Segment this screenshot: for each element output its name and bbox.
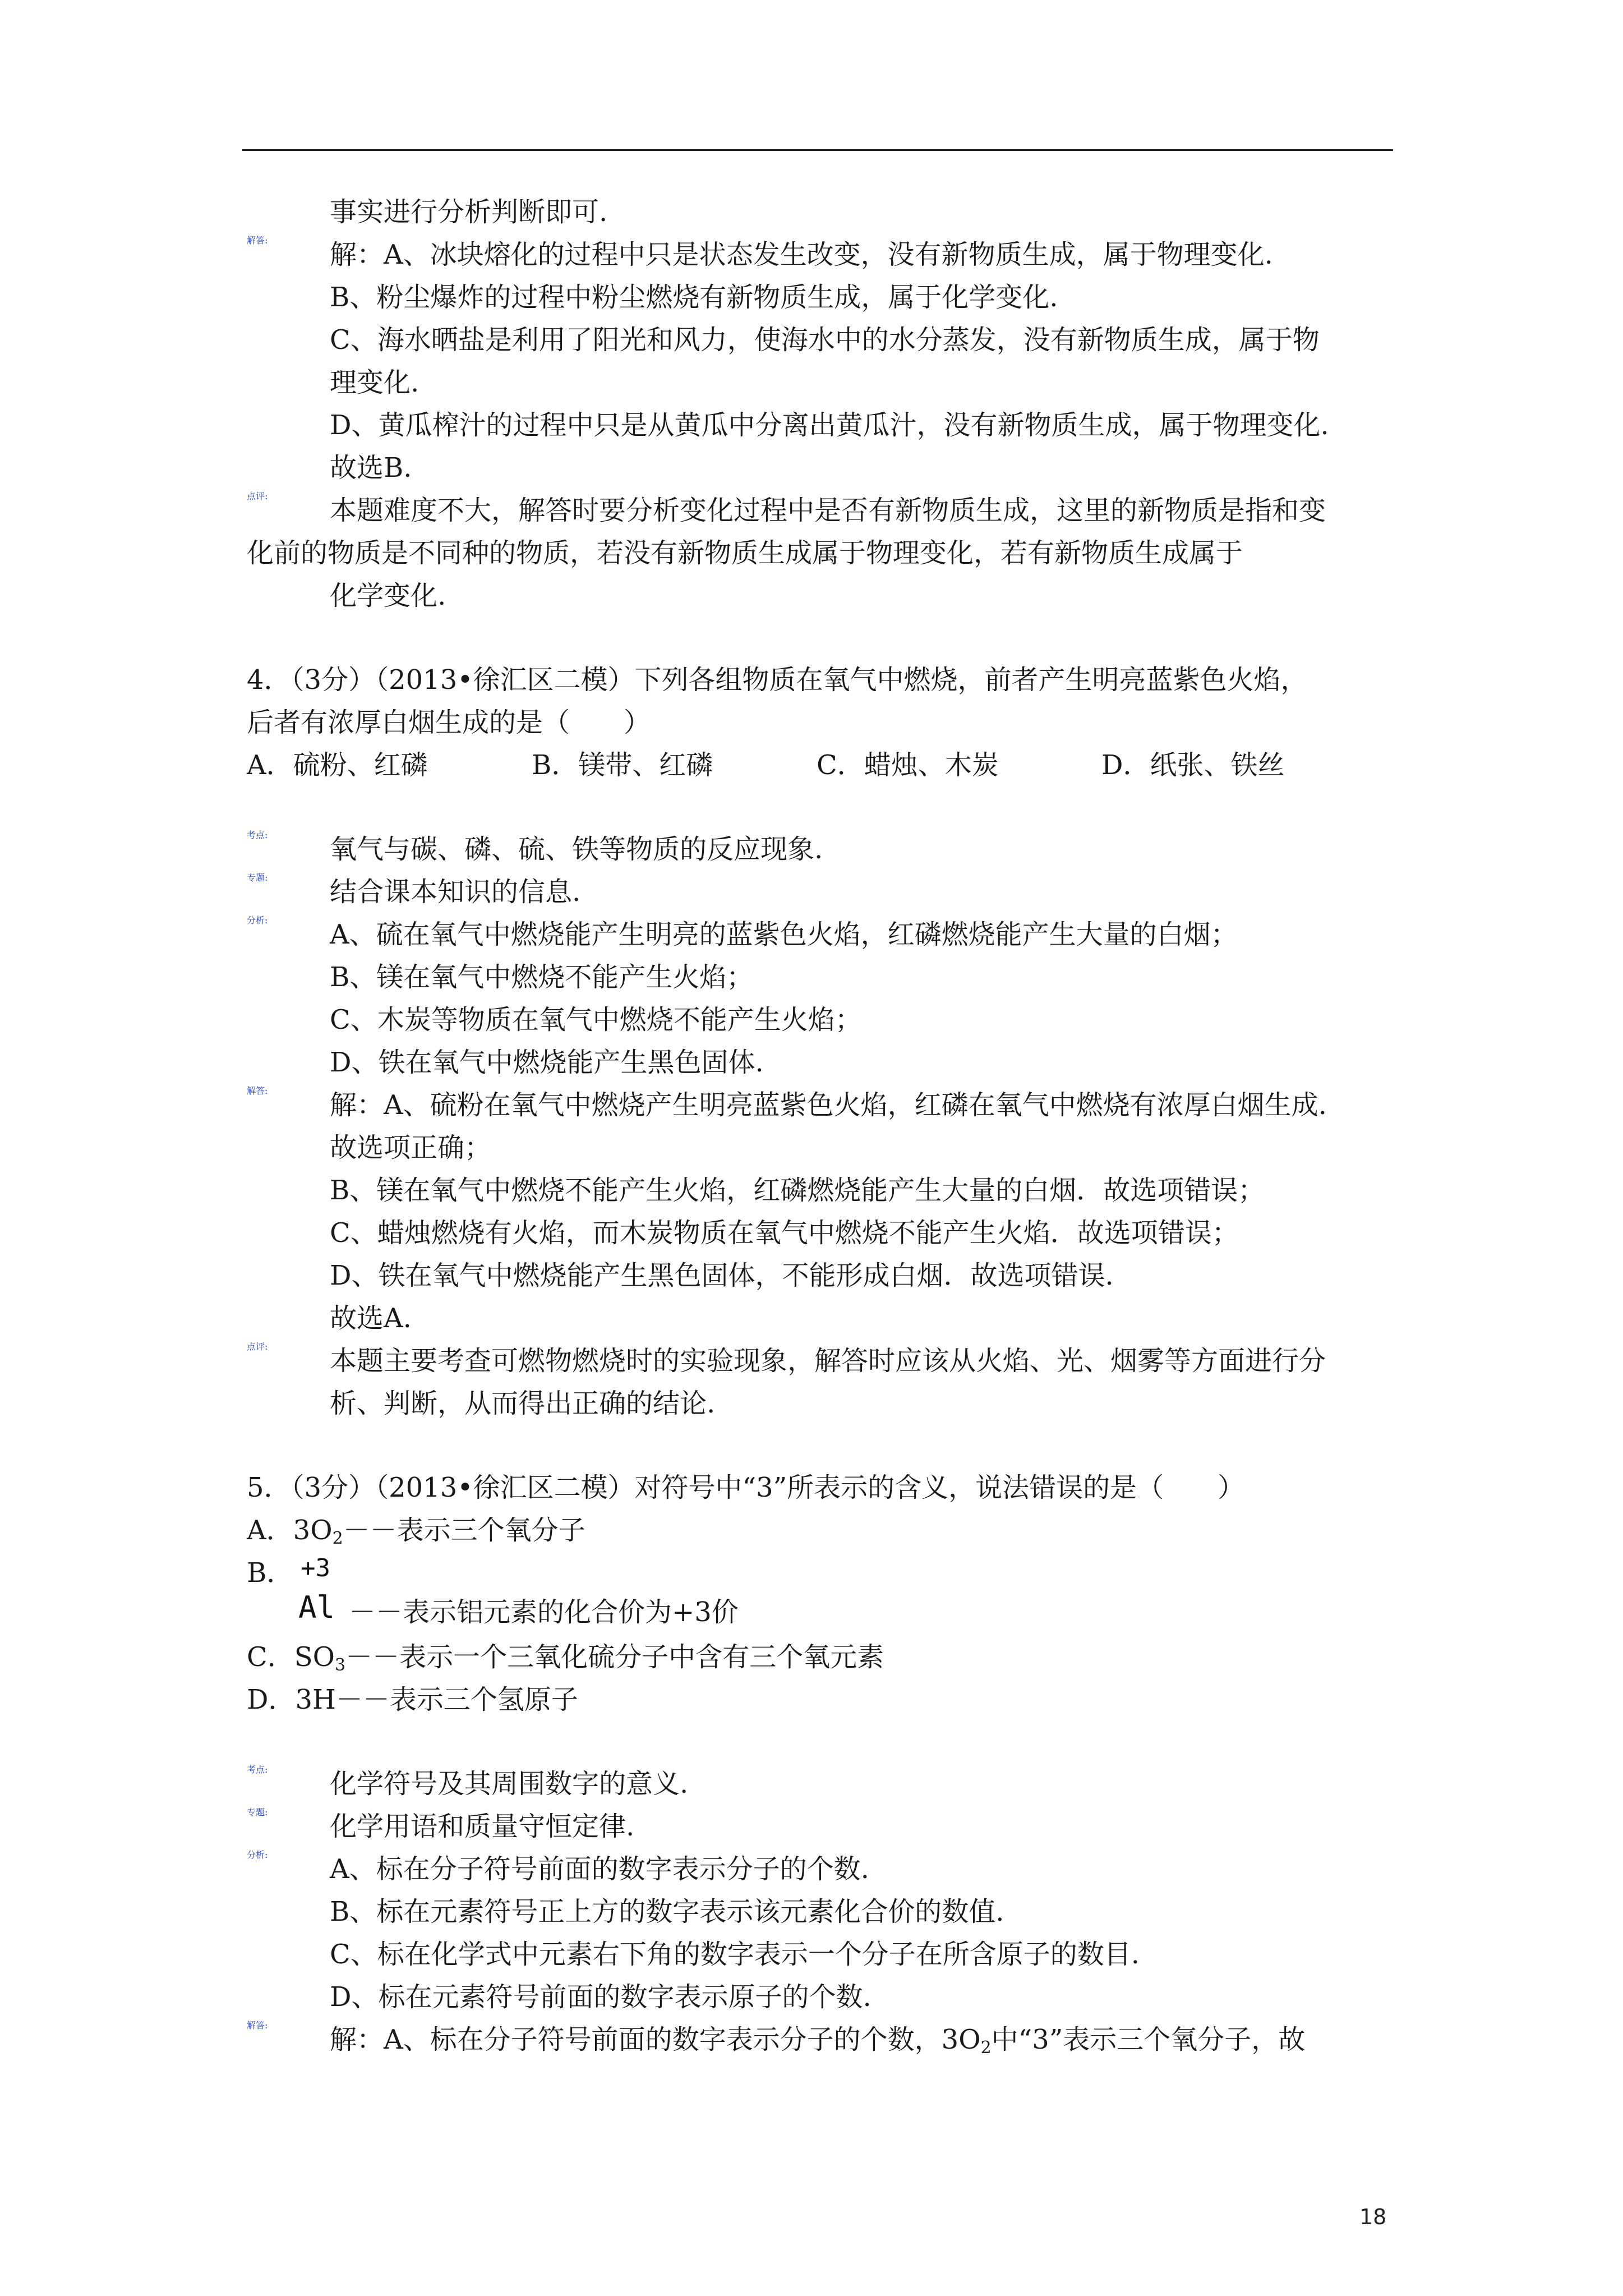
q4-comment-block xyxy=(247,1340,1396,1425)
q5-analysis-block xyxy=(247,1848,1396,2018)
text-line: D、标在元素符号前面的数字表示原子的个数. xyxy=(330,1981,872,2013)
text-line: 化学符号及其周围数字的意义. xyxy=(330,1768,689,1800)
q4-analysis-block xyxy=(247,913,1396,1084)
answer-label: 解答: xyxy=(247,2020,268,2031)
header-rule xyxy=(242,149,1393,151)
option-letter: B． xyxy=(247,1557,294,1589)
option-a: A．硫粉、红磷 xyxy=(247,749,428,781)
q3-comment-block xyxy=(247,489,1396,532)
text-line: B、镁在氧气中燃烧不能产生火焰，红磷燃烧能产生大量的白烟．故选项错误； xyxy=(330,1175,1265,1206)
formula-prefix: A．3O xyxy=(247,1515,333,1546)
page-content xyxy=(247,191,1396,2061)
text-line: D、黄瓜榨汁的过程中只是从黄瓜中分离出黄瓜汁，没有新物质生成，属于物理变化. xyxy=(330,409,1329,441)
q5-zhuanti-block xyxy=(247,1805,1396,1848)
text-line: 析、判断，从而得出正确的结论. xyxy=(330,1388,716,1419)
page-number: 18 xyxy=(1359,2205,1387,2229)
zhuanti-label: 专题: xyxy=(247,872,268,883)
text-line: A、硫在氧气中燃烧能产生明亮的蓝紫色火焰，红磷燃烧能产生大量的白烟； xyxy=(330,919,1238,950)
option-d: D．纸张、铁丝 xyxy=(1101,749,1285,781)
text-line: 理变化. xyxy=(330,367,419,398)
kaodian-label: 考点: xyxy=(247,1764,268,1775)
question-4-stem: 后者有浓厚白烟生成的是（ ） xyxy=(247,707,651,738)
text-line: C、蜡烛燃烧有火焰，而木炭物质在氧气中燃烧不能产生火焰．故选项错误； xyxy=(330,1217,1239,1249)
element-symbol: Al xyxy=(298,1590,335,1625)
q5-answer-block xyxy=(247,2018,1396,2061)
text-line: 氧气与碳、磷、硫、铁等物质的反应现象. xyxy=(330,834,823,865)
q5-kaodian-block xyxy=(247,1763,1396,1805)
q4-kaodian-block xyxy=(247,828,1396,871)
text-line: B、标在元素符号正上方的数字表示该元素化合价的数值. xyxy=(330,1896,1004,1927)
text-line: 故选项正确； xyxy=(330,1132,492,1163)
option-b: B．镁带、红磷 xyxy=(532,749,713,781)
option-text: －－表示一个三氧化硫分子中含有三个氧元素 xyxy=(345,1641,884,1673)
text-line: D、铁在氧气中燃烧能产生黑色固体，不能形成白烟．故选项错误. xyxy=(330,1260,1114,1291)
text-line: 化学变化. xyxy=(330,580,446,611)
text-line: 本题难度不大，解答时要分析变化过程中是否有新物质生成，这里的新物质是指和变 xyxy=(330,495,1326,526)
formula-subscript: 3 xyxy=(334,1655,346,1675)
analysis-label: 分析: xyxy=(247,915,268,926)
comment-label: 点评: xyxy=(247,491,268,501)
valence-symbol xyxy=(297,1552,348,1636)
text-line: A、标在分子符号前面的数字表示分子的个数. xyxy=(330,1853,869,1885)
text-line: C、海水晒盐是利用了阳光和风力，使海水中的水分蒸发，没有新物质生成，属于物 xyxy=(330,324,1320,356)
q4-answer-block xyxy=(247,1084,1396,1340)
question-5-stem: 5．（3分）（2013•徐汇区二模）对符号中“3”所表示的含义，说法错误的是（ ） xyxy=(247,1472,1245,1503)
option-text: －－表示铝元素的化合价为+3价 xyxy=(349,1596,739,1628)
text-line: C、木炭等物质在氧气中燃烧不能产生火焰； xyxy=(330,1004,862,1036)
answer-label: 解答: xyxy=(247,235,268,246)
text-line: 化学用语和质量守恒定律. xyxy=(330,1811,635,1842)
valence-charge: +3 xyxy=(301,1554,330,1582)
answer-text: 中“3”表示三个氧分子，故 xyxy=(991,2024,1306,2055)
text-line: 故选B. xyxy=(330,452,412,484)
kaodian-label: 考点: xyxy=(247,830,268,840)
formula-subscript: 2 xyxy=(980,2038,992,2058)
option-c: C．蜡烛、木炭 xyxy=(817,749,999,781)
text-line: 解：A、硫粉在氧气中燃烧产生明亮蓝紫色火焰，红磷在氧气中燃烧有浓厚白烟生成. xyxy=(330,1089,1327,1121)
question-4-stem: 4．（3分）（2013•徐汇区二模）下列各组物质在氧气中燃烧，前者产生明亮蓝紫色火焰， xyxy=(247,664,1308,696)
text-line xyxy=(330,2018,1396,2061)
formula-prefix: C．SO xyxy=(247,1641,335,1673)
question-4-options xyxy=(247,744,1396,786)
option-b xyxy=(247,1552,1396,1636)
comment-label: 点评: xyxy=(247,1341,268,1352)
text-line: D、铁在氧气中燃烧能产生黑色固体. xyxy=(330,1047,764,1078)
text-line: 解：A、冰块熔化的过程中只是状态发生改变，没有新物质生成，属于物理变化. xyxy=(330,239,1273,270)
answer-label: 解答: xyxy=(247,1085,268,1096)
text-line: 化前的物质是不同种的物质，若没有新物质生成属于物理变化，若有新物质生成属于 xyxy=(247,537,1243,569)
text-line: 故选A. xyxy=(330,1303,412,1334)
q3-answer-block xyxy=(247,233,1396,489)
option-a xyxy=(247,1509,1396,1552)
analysis-tail: 事实进行分析判断即可. xyxy=(330,196,608,228)
answer-text: 解：A、标在分子符号前面的数字表示分子的个数，3O xyxy=(330,2024,981,2055)
text-line: B、镁在氧气中燃烧不能产生火焰； xyxy=(330,961,754,993)
text-line: B、粉尘爆炸的过程中粉尘燃烧有新物质生成，属于化学变化. xyxy=(330,282,1058,313)
text-line: 结合课本知识的信息. xyxy=(330,876,581,908)
analysis-label: 分析: xyxy=(247,1849,268,1860)
text-line: C、标在化学式中元素右下角的数字表示一个分子在所含原子的数目. xyxy=(330,1939,1140,1970)
option-c xyxy=(247,1636,1396,1678)
option-d: D．3H－－表示三个氢原子 xyxy=(247,1684,578,1715)
zhuanti-label: 专题: xyxy=(247,1807,268,1818)
option-text: －－表示三个氧分子 xyxy=(343,1515,585,1546)
formula-subscript: 2 xyxy=(332,1529,343,1548)
q4-zhuanti-block xyxy=(247,871,1396,913)
text-line: 本题主要考查可燃物燃烧时的实验现象，解答时应该从火焰、光、烟雾等方面进行分 xyxy=(330,1345,1326,1377)
